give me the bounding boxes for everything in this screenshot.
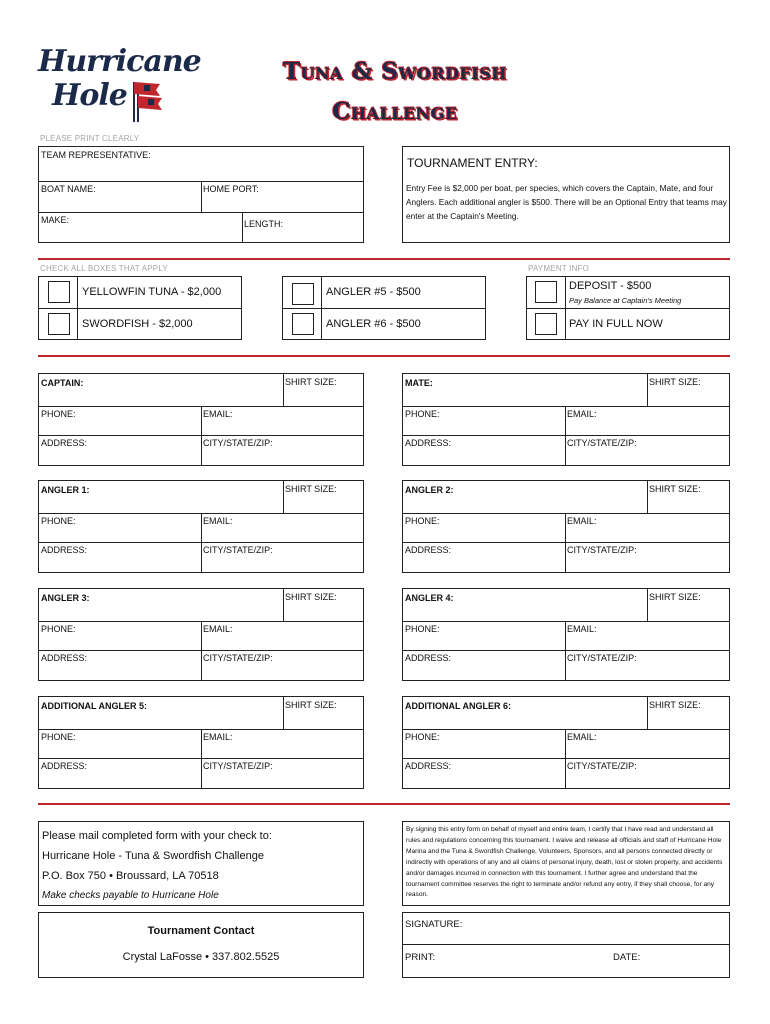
- angler5-role-label: ADDITIONAL ANGLER 5:: [41, 701, 148, 711]
- captain-phone-field[interactable]: [39, 406, 202, 436]
- captain-email-field[interactable]: [201, 406, 363, 436]
- shirt-label: SHIRT SIZE:: [649, 484, 701, 494]
- angler3-block: [38, 588, 364, 681]
- city-label: CITY/STATE/ZIP:: [203, 761, 273, 771]
- payment-info-label: PAYMENT INFO: [528, 264, 590, 273]
- angler5-phone-field[interactable]: [39, 729, 202, 759]
- phone-label: PHONE:: [405, 516, 440, 526]
- mate-city-field[interactable]: [565, 435, 729, 465]
- yellowfin-label: YELLOWFIN TUNA - $2,000: [82, 286, 222, 298]
- angler5-shirt-field[interactable]: [283, 697, 363, 730]
- angler2-phone-field[interactable]: [403, 513, 566, 543]
- shirt-label: SHIRT SIZE:: [285, 484, 337, 494]
- angler5-name-field[interactable]: [39, 697, 284, 730]
- swordfish-checkbox[interactable]: [48, 313, 70, 335]
- email-label: EMAIL:: [567, 732, 597, 742]
- deposit-label: DEPOSIT - $500: [569, 280, 652, 292]
- shirt-label: SHIRT SIZE:: [285, 377, 337, 387]
- mate-address-field[interactable]: [403, 435, 566, 465]
- mail-line4: Make checks payable to Hurricane Hole: [42, 890, 219, 901]
- address-label: ADDRESS:: [405, 653, 452, 663]
- angler3-shirt-field[interactable]: [283, 589, 363, 622]
- address-label: ADDRESS:: [41, 545, 88, 555]
- email-label: EMAIL:: [567, 409, 597, 419]
- angler6-label: ANGLER #6 - $500: [326, 318, 421, 330]
- angler2-name-field[interactable]: [403, 481, 648, 514]
- angler6-checkbox[interactable]: [292, 313, 314, 335]
- angler6-email-field[interactable]: [565, 729, 729, 759]
- phone-label: PHONE:: [41, 409, 76, 419]
- contact-name: Crystal LaFosse • 337.802.5525: [122, 951, 280, 963]
- angler5-checkbox[interactable]: [292, 283, 314, 305]
- captain-label: CAPTAIN:: [41, 378, 84, 388]
- captain-address-field[interactable]: [39, 435, 202, 465]
- angler4-label: ANGLER 4:: [405, 593, 454, 603]
- angler5-address-field[interactable]: [39, 758, 202, 788]
- address-label: ADDRESS:: [405, 438, 452, 448]
- shirt-label: SHIRT SIZE:: [285, 700, 337, 710]
- angler2-city-field[interactable]: [565, 542, 729, 572]
- angler1-email-field[interactable]: [201, 513, 363, 543]
- mate-phone-field[interactable]: [403, 406, 566, 436]
- title-line1: Tuna & Swordfish: [282, 58, 508, 85]
- yellowfin-checkbox[interactable]: [48, 281, 70, 303]
- pay-full-checkbox[interactable]: [535, 313, 557, 335]
- city-label: CITY/STATE/ZIP:: [567, 545, 637, 555]
- mail-instructions-box: [38, 821, 364, 906]
- home-port-label: HOME PORT:: [203, 184, 259, 194]
- angler6-city-field[interactable]: [565, 758, 729, 788]
- phone-label: PHONE:: [405, 624, 440, 634]
- angler4-address-field[interactable]: [403, 650, 566, 680]
- email-label: EMAIL:: [567, 624, 597, 634]
- email-label: EMAIL:: [203, 732, 233, 742]
- swordfish-label: SWORDFISH - $2,000: [82, 318, 193, 330]
- logo-line2: Hole: [52, 78, 127, 113]
- length-field[interactable]: [242, 212, 363, 242]
- divider: [38, 258, 730, 260]
- print-clearly-label: PLEASE PRINT CLEARLY: [40, 134, 140, 143]
- angler4-block: [402, 588, 730, 681]
- mate-email-field[interactable]: [565, 406, 729, 436]
- city-label: CITY/STATE/ZIP:: [567, 653, 637, 663]
- pay-full-label: PAY IN FULL NOW: [569, 318, 663, 330]
- phone-label: PHONE:: [41, 732, 76, 742]
- team-info-box: [38, 146, 364, 243]
- shirt-label: SHIRT SIZE:: [649, 592, 701, 602]
- shirt-label: SHIRT SIZE:: [285, 592, 337, 602]
- address-label: ADDRESS:: [41, 761, 88, 771]
- shirt-label: SHIRT SIZE:: [649, 700, 701, 710]
- angler3-name-field[interactable]: [39, 589, 284, 622]
- phone-label: PHONE:: [41, 624, 76, 634]
- email-label: EMAIL:: [203, 624, 233, 634]
- angler4-shirt-field[interactable]: [647, 589, 729, 622]
- deposit-note: Pay Balance at Captain's Meeting: [569, 296, 682, 305]
- angler5-email-field[interactable]: [201, 729, 363, 759]
- shirt-label: SHIRT SIZE:: [649, 377, 701, 387]
- angler1-city-field[interactable]: [201, 542, 363, 572]
- length-label: LENGTH:: [244, 219, 284, 229]
- angler5-label: ANGLER #5 - $500: [326, 286, 421, 298]
- hurricane-flags-icon: [130, 80, 166, 124]
- team-rep-field[interactable]: [39, 147, 363, 182]
- tournament-entry-text: Entry Fee is $2,000 per boat, per species, which covers the Captain, Mate, and four Anglers. Each additional angler is $500. There will be an Optional Entry that teams may enter at the Captain's Meeting.: [406, 183, 727, 221]
- make-label: MAKE:: [41, 215, 70, 225]
- angler1-phone-field[interactable]: [39, 513, 202, 543]
- contact-heading: Tournament Contact: [147, 925, 255, 937]
- boat-name-label: BOAT NAME:: [41, 184, 96, 194]
- address-label: ADDRESS:: [405, 545, 452, 555]
- team-rep-label: TEAM REPRESENTATIVE:: [41, 150, 151, 160]
- check-all-label: CHECK ALL BOXES THAT APPLY: [40, 264, 168, 273]
- angler6-block: [402, 696, 730, 789]
- angler1-address-field[interactable]: [39, 542, 202, 572]
- waiver-box: [402, 821, 730, 906]
- angler3-label: ANGLER 3:: [41, 593, 90, 603]
- logo: [38, 40, 201, 130]
- captain-name-field[interactable]: [39, 374, 284, 407]
- tournament-contact-box: [38, 912, 364, 978]
- city-label: CITY/STATE/ZIP:: [203, 653, 273, 663]
- angler2-address-field[interactable]: [403, 542, 566, 572]
- divider: [38, 355, 730, 357]
- city-label: CITY/STATE/ZIP:: [203, 438, 273, 448]
- angler4-phone-field[interactable]: [403, 621, 566, 651]
- email-label: EMAIL:: [567, 516, 597, 526]
- waiver-text: By signing this entry form on behalf of myself and entire team, I certify that I have read and understand all rules and regulations concerning this tournament. I waive and release all officials and staff of Hurricane Hole Marina and the Tuna & Swordfish Challenge, Volunteers, Sponsors, and all persons connected directly or indirectly with operations of any and all claims of personal injury, death, lost or stolen property, and accidents and/or damages incurred in connection with this tournament. I further agree and understand that the tournament committee reserves the right to terminate and/or refund any entry, if they shall choose, for any reason.: [406, 826, 723, 899]
- angler2-label: ANGLER 2:: [405, 485, 454, 495]
- angler2-block: [402, 480, 730, 573]
- email-label: EMAIL:: [203, 409, 233, 419]
- city-label: CITY/STATE/ZIP:: [567, 761, 637, 771]
- angler1-label: ANGLER 1:: [41, 485, 90, 495]
- print-label: PRINT:: [405, 952, 436, 963]
- angler3-phone-field[interactable]: [39, 621, 202, 651]
- angler3-address-field[interactable]: [39, 650, 202, 680]
- signature-label: SIGNATURE:: [405, 919, 463, 930]
- city-label: CITY/STATE/ZIP:: [567, 438, 637, 448]
- deposit-checkbox[interactable]: [535, 281, 557, 303]
- phone-label: PHONE:: [405, 732, 440, 742]
- city-label: CITY/STATE/ZIP:: [203, 545, 273, 555]
- date-label: DATE:: [613, 952, 641, 963]
- mate-shirt-field[interactable]: [647, 374, 729, 407]
- captain-shirt-field[interactable]: [283, 374, 363, 407]
- mail-line2: Hurricane Hole - Tuna & Swordfish Challenge: [42, 850, 264, 862]
- make-field[interactable]: [39, 212, 243, 242]
- mate-name-field[interactable]: [403, 374, 648, 407]
- signature-field[interactable]: [403, 913, 729, 945]
- home-port-field[interactable]: [201, 181, 363, 213]
- angler5-block: [38, 696, 364, 789]
- address-label: ADDRESS:: [41, 653, 88, 663]
- angler2-shirt-field[interactable]: [647, 481, 729, 514]
- phone-label: PHONE:: [41, 516, 76, 526]
- print-field[interactable]: [403, 944, 611, 977]
- angler1-block: [38, 480, 364, 573]
- angler4-email-field[interactable]: [565, 621, 729, 651]
- address-label: ADDRESS:: [405, 761, 452, 771]
- mail-line3: P.O. Box 750 • Broussard, LA 70518: [42, 870, 219, 882]
- address-label: ADDRESS:: [41, 438, 88, 448]
- boat-name-field[interactable]: [39, 181, 202, 213]
- angler3-city-field[interactable]: [201, 650, 363, 680]
- captain-city-field[interactable]: [201, 435, 363, 465]
- tournament-entry-box: [402, 146, 730, 243]
- mate-label: MATE:: [405, 378, 433, 388]
- angler6-shirt-field[interactable]: [647, 697, 729, 730]
- captain-block: [38, 373, 364, 466]
- angler6-role-label: ADDITIONAL ANGLER 6:: [405, 701, 512, 711]
- angler6-name-field[interactable]: [403, 697, 648, 730]
- angler4-name-field[interactable]: [403, 589, 648, 622]
- signature-box: [402, 912, 730, 978]
- divider: [38, 803, 730, 805]
- phone-label: PHONE:: [405, 409, 440, 419]
- mail-line1: Please mail completed form with your check to:: [42, 830, 272, 842]
- angler1-name-field[interactable]: [39, 481, 284, 514]
- mate-block: [402, 373, 730, 466]
- angler2-email-field[interactable]: [565, 513, 729, 543]
- logo-line1: Hurricane: [38, 44, 201, 79]
- angler4-city-field[interactable]: [565, 650, 729, 680]
- angler3-email-field[interactable]: [201, 621, 363, 651]
- angler6-phone-field[interactable]: [403, 729, 566, 759]
- title-line2: Challenge: [332, 98, 458, 125]
- angler6-address-field[interactable]: [403, 758, 566, 788]
- angler5-city-field[interactable]: [201, 758, 363, 788]
- date-field[interactable]: [611, 944, 729, 977]
- tournament-entry-heading: TOURNAMENT ENTRY:: [407, 156, 538, 170]
- email-label: EMAIL:: [203, 516, 233, 526]
- angler1-shirt-field[interactable]: [283, 481, 363, 514]
